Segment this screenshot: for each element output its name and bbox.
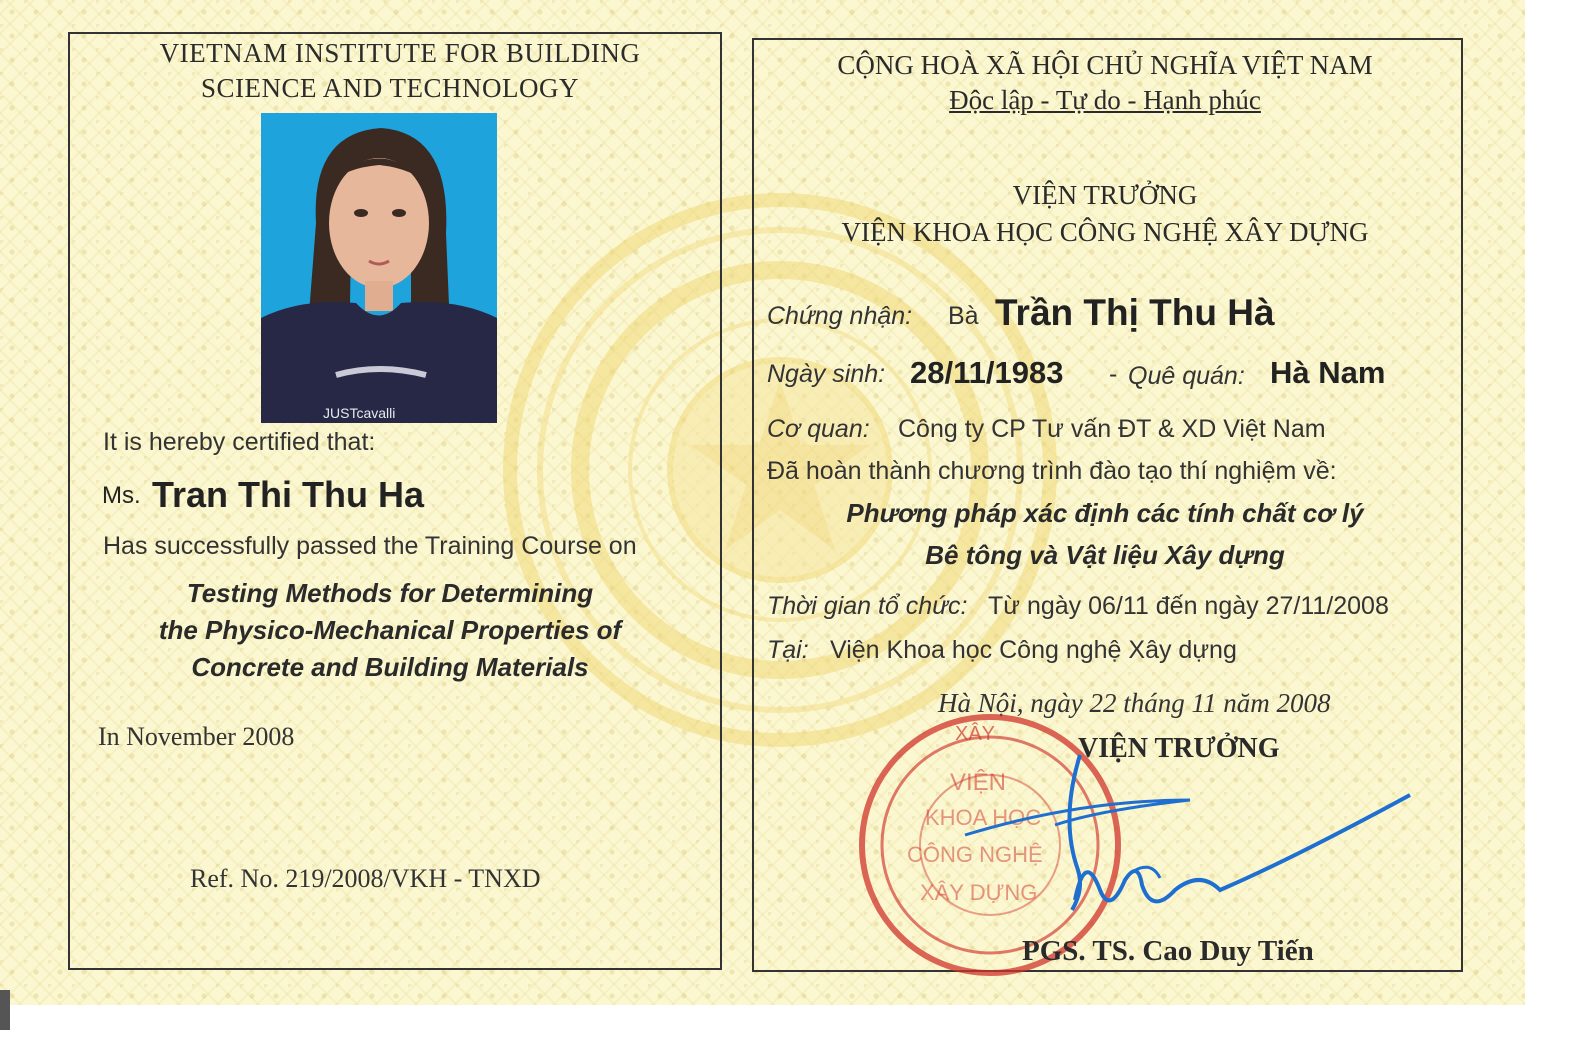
issuer-title: VIỆN TRƯỞNG: [1012, 180, 1198, 210]
passed-text: Has successfully passed the Training Course on: [103, 532, 637, 560]
place-label: Tại:: [767, 636, 809, 664]
dob-label: Ngày sinh:: [767, 360, 886, 388]
time-label: Thời gian tổ chức:: [767, 592, 968, 620]
certified-intro: It is hereby certified that:: [103, 428, 376, 456]
course-title-en-line1: Testing Methods for Determining: [186, 578, 594, 608]
signer-name: PGS. TS. Cao Duy Tiến: [1022, 935, 1314, 967]
holder-name-vi: Trần Thị Thu Hà: [995, 292, 1275, 333]
course-title-en-line3: Concrete and Building Materials: [191, 652, 589, 682]
portrait-image: [261, 113, 497, 423]
time-value: Từ ngày 06/11 đến ngày 27/11/2008: [988, 592, 1389, 620]
hometown-value: Hà Nam: [1270, 355, 1386, 390]
shirt-print: JUSTcavalli: [323, 405, 396, 421]
svg-text:CÔNG NGHỆ: CÔNG NGHỆ: [907, 842, 1043, 867]
honorific-vi: Bà: [948, 302, 979, 330]
national-motto: Độc lập - Tự do - Hạnh phúc: [949, 85, 1261, 115]
cert-label-vi: Chứng nhận:: [767, 302, 913, 330]
scan-margin: [0, 1005, 1570, 1053]
issue-date-en: In November 2008: [98, 722, 295, 751]
svg-text:KHOA HỌC: KHOA HỌC: [925, 805, 1042, 830]
hometown-label: Quê quán:: [1128, 362, 1245, 390]
institute-name-line1: VIETNAM INSTITUTE FOR BUILDING: [159, 38, 641, 68]
institute-name-line2: SCIENCE AND TECHNOLOGY: [200, 73, 579, 103]
svg-text:XÂY: XÂY: [955, 723, 996, 745]
scan-edge-mark: [0, 990, 10, 1030]
signer-title: VIỆN TRƯỞNG: [1078, 733, 1280, 764]
course-title-en-line2: the Physico-Mechanical Properties of: [158, 615, 622, 645]
course-title-vi-line1: Phương pháp xác định các tính chất cơ lý: [846, 498, 1364, 528]
place-value: Viện Khoa học Công nghệ Xây dựng: [830, 636, 1237, 664]
completed-text: Đã hoàn thành chương trình đào tạo thí nghiệm về:: [767, 457, 1337, 485]
dob-separator: -: [1109, 360, 1118, 388]
svg-text:VIỆN: VIỆN: [950, 769, 1007, 796]
issue-date-vi: Hà Nội, ngày 22 tháng 11 năm 2008: [938, 688, 1331, 718]
dob-value: 28/11/1983: [910, 355, 1064, 390]
svg-text:XÂY DỰNG: XÂY DỰNG: [920, 880, 1038, 905]
signature: [960, 740, 1420, 940]
issuer-institute: VIỆN KHOA HỌC CÔNG NGHỆ XÂY DỰNG: [841, 217, 1369, 247]
org-label: Cơ quan:: [767, 415, 870, 443]
reference-number: Ref. No. 219/2008/VKH - TNXD: [190, 864, 541, 893]
course-title-vi-line2: Bê tông và Vật liệu Xây dựng: [925, 540, 1285, 570]
org-value: Công ty CP Tư vấn ĐT & XD Việt Nam: [898, 415, 1326, 443]
holder-name-en: Tran Thi Thu Ha: [152, 474, 425, 515]
republic-header: CỘNG HOÀ XÃ HỘI CHỦ NGHĨA VIỆT NAM: [837, 50, 1373, 80]
honorific-en: Ms.: [102, 482, 141, 509]
holder-photo: [261, 113, 497, 423]
